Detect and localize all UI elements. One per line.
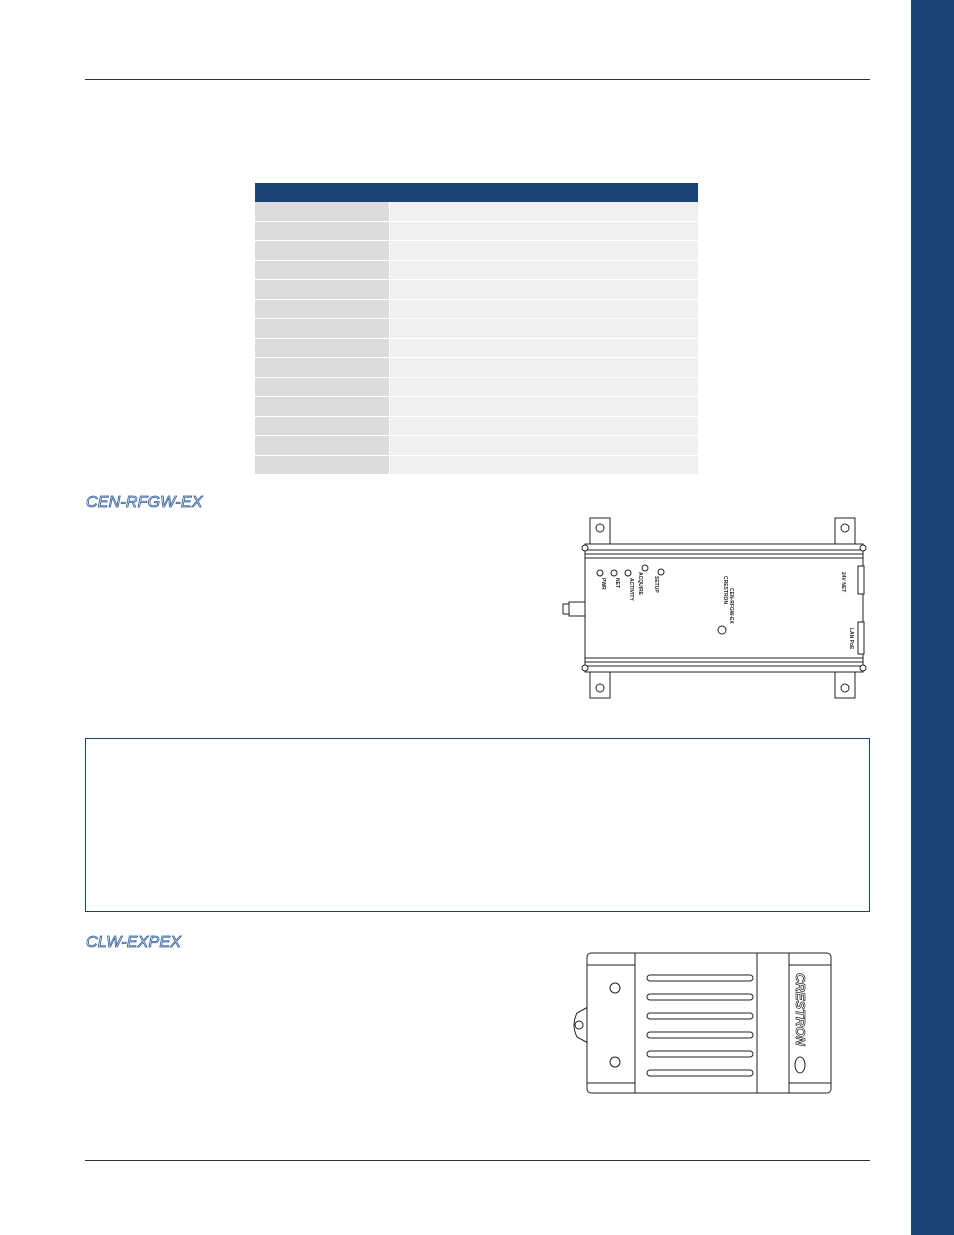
note-box — [85, 738, 870, 912]
spec-table-label-cell — [255, 378, 390, 397]
spec-table-row — [255, 241, 698, 261]
spec-table-label-cell — [255, 300, 390, 319]
spec-table-label-cell — [255, 417, 390, 436]
spec-table-row — [255, 436, 698, 456]
spec-table-label-cell — [255, 222, 390, 241]
spec-table-label-cell — [255, 202, 390, 221]
spec-table-row — [255, 456, 698, 476]
spec-table-value-cell — [390, 436, 698, 455]
spec-table-label-cell — [255, 397, 390, 416]
spec-table-header — [255, 183, 698, 202]
spec-table-row — [255, 300, 698, 320]
gateway-device-drawing — [555, 510, 875, 705]
expander-brand: CRESTRON — [793, 973, 808, 1046]
device-brand: CRESTRON — [722, 576, 728, 605]
spec-table-label-cell — [255, 339, 390, 358]
header-rule — [85, 79, 870, 80]
spec-table-value-cell — [390, 358, 698, 377]
spec-table-value-cell — [390, 417, 698, 436]
led-label-setup: SETUP — [653, 576, 659, 593]
gateway-heading: CEN-RFGW-EX — [86, 494, 203, 511]
spec-table-value-cell — [390, 319, 698, 338]
spec-table-value-cell — [390, 397, 698, 416]
led-label-activity: ACTIVITY — [628, 578, 634, 601]
side-tab-bar — [911, 0, 954, 1235]
expander-device-drawing — [555, 945, 840, 1100]
spec-table-value-cell — [390, 456, 698, 475]
spec-table-label-cell — [255, 319, 390, 338]
spec-table-row — [255, 358, 698, 378]
spec-table — [255, 183, 698, 475]
spec-table-value-cell — [390, 339, 698, 358]
spec-table-label-cell — [255, 456, 390, 475]
expander-heading: CLW-EXPEX — [86, 934, 182, 951]
spec-table-label-cell — [255, 436, 390, 455]
spec-table-label-cell — [255, 358, 390, 377]
spec-table-row — [255, 222, 698, 242]
spec-table-value-cell — [390, 261, 698, 280]
spec-table-row — [255, 397, 698, 417]
led-label-net: NET — [614, 578, 620, 588]
spec-table-label-cell — [255, 261, 390, 280]
spec-table-label-cell — [255, 241, 390, 260]
spec-table-body — [255, 202, 698, 475]
spec-table-value-cell — [390, 241, 698, 260]
spec-table-row — [255, 202, 698, 222]
device-model: CEN-RFGW-EX — [728, 588, 734, 624]
spec-table-value-cell — [390, 300, 698, 319]
spec-table-value-cell — [390, 378, 698, 397]
spec-table-row — [255, 378, 698, 398]
spec-table-value-cell — [390, 280, 698, 299]
spec-table-label-cell — [255, 280, 390, 299]
spec-table-row — [255, 261, 698, 281]
spec-table-row — [255, 417, 698, 437]
spec-table-row — [255, 319, 698, 339]
spec-table-row — [255, 339, 698, 359]
port-label-24v: 24V NET — [840, 572, 846, 593]
footer-rule — [85, 1160, 870, 1161]
led-label-acquire: ACQUIRE — [637, 572, 643, 596]
spec-table-value-cell — [390, 222, 698, 241]
spec-table-value-cell — [390, 202, 698, 221]
led-label-pwr: PWR — [600, 578, 606, 590]
spec-table-row — [255, 280, 698, 300]
port-label-lan: LAN PoE — [848, 628, 854, 650]
